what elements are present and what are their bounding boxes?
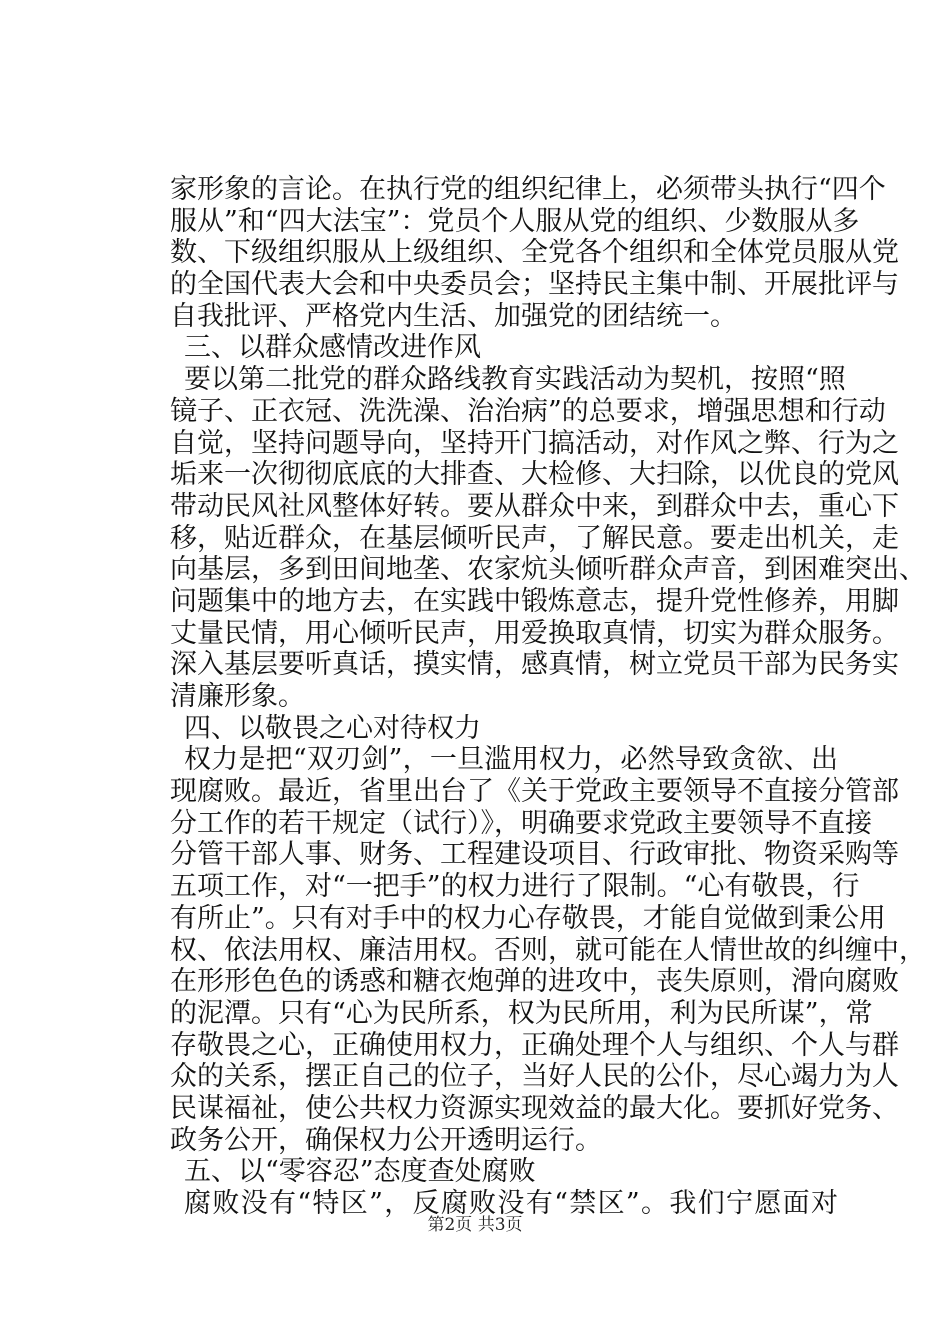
- text-line: 有所止”。只有对手中的权力心存敬畏，才能自觉做到秉公用: [170, 902, 886, 934]
- text-line: 众的关系，摆正自己的位子，当好人民的公仆，尽心竭力为人: [170, 1061, 899, 1093]
- text-line: 带动民风社风整体好转。要从群众中来，到群众中去，重心下: [170, 490, 899, 522]
- text-line: 在形形色色的诱惑和糖衣炮弹的进攻中，丧失原则，滑向腐败: [170, 966, 899, 998]
- page-footer: 第2页 共3页: [427, 1215, 523, 1235]
- text-line: 自觉，坚持问题导向，坚持开门搞活动，对作风之弊、行为之: [170, 427, 899, 459]
- text-line: 存敬畏之心，正确使用权力，正确处理个人与组织、个人与群: [170, 1029, 899, 1061]
- text-line: 服从”和“四大法宝”：党员个人服从党的组织、少数服从多: [170, 205, 860, 237]
- text-line: 五、以“零容忍”态度查处腐败: [184, 1156, 536, 1188]
- text-line: 四、以敬畏之心对待权力: [184, 712, 481, 744]
- text-line: 现腐败。最近，省里出台了《关于党政主要领导不直接分管部: [170, 776, 899, 808]
- text-line: 三、以群众感情改进作风: [184, 332, 481, 364]
- text-line: 丈量民情，用心倾听民声，用爱换取真情，切实为群众服务。: [170, 617, 899, 649]
- text-line: 权力是把“双刃剑”，一旦滥用权力，必然导致贪欲、出: [184, 744, 838, 776]
- text-line: 清廉形象。: [170, 681, 305, 712]
- text-line: 深入基层要听真话，摸实情，感真情，树立党员干部为民务实: [170, 649, 899, 681]
- text-line: 数、下级组织服从上级组织、全党各个组织和全体党员服从党: [170, 237, 899, 269]
- text-line: 家形象的言论。在执行党的组织纪律上，必须带头执行“四个: [170, 174, 886, 205]
- text-line: 政务公开，确保权力公开透明运行。: [170, 1124, 602, 1156]
- text-line: 腐败没有“特区”，反腐败没有“禁区”。我们宁愿面对: [184, 1188, 838, 1219]
- text-line: 镜子、正衣冠、洗洗澡、治治病”的总要求，增强思想和行动: [170, 395, 886, 427]
- text-line: 的泥潭。只有“心为民所系，权为民所用，利为民所谋”，常: [170, 997, 873, 1029]
- document-body: [170, 174, 926, 1220]
- text-line: 的全国代表大会和中央委员会；坚持民主集中制、开展批评与: [170, 269, 899, 301]
- text-line: 向基层，多到田间地垄、农家炕头倾听群众声音，到困难突出、: [170, 554, 926, 586]
- text-line: 权、依法用权、廉洁用权。否则，就可能在人情世故的纠缠中，: [170, 934, 926, 966]
- text-line: 分管干部人事、财务、工程建设项目、行政审批、物资采购等: [170, 839, 899, 871]
- text-line: 自我批评、严格党内生活、加强党的团结统一。: [170, 300, 737, 332]
- text-line: 问题集中的地方去，在实践中锻炼意志，提升党性修养，用脚: [170, 585, 899, 617]
- text-line: 民谋福祉，使公共权力资源实现效益的最大化。要抓好党务、: [170, 1092, 899, 1124]
- text-line: 分工作的若干规定（试行）》，明确要求党政主要领导不直接: [170, 807, 872, 839]
- text-line: 移，贴近群众，在基层倾听民声，了解民意。要走出机关，走: [170, 522, 899, 554]
- text-line: 要以第二批党的群众路线教育实践活动为契机，按照“照: [184, 364, 846, 396]
- text-line: 垢来一次彻彻底底的大排查、大检修、大扫除，以优良的党风: [170, 459, 899, 491]
- text-line: 五项工作，对“一把手”的权力进行了限制。“心有敬畏，行: [170, 871, 860, 903]
